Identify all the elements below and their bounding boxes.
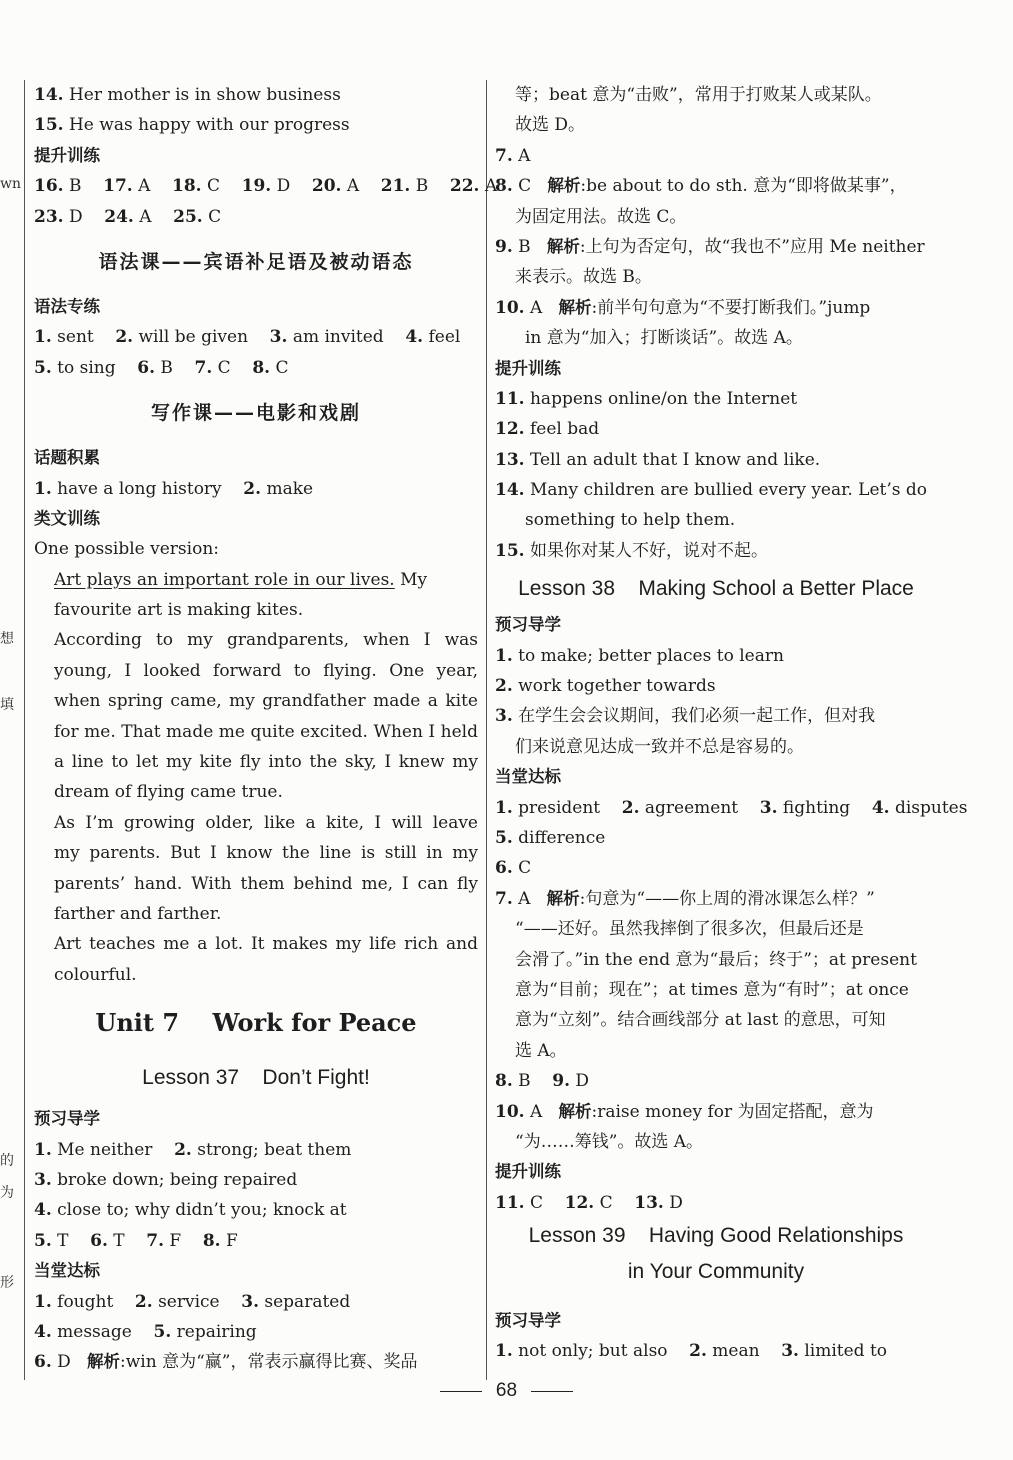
- section-heading: 语法专练: [34, 296, 100, 316]
- essay-line: parents’ hand. With them behind me, I can fly: [54, 873, 478, 894]
- section-heading: 类文训练: [34, 508, 100, 528]
- answer-line: 5. difference: [495, 827, 606, 848]
- explanation-line: 意为“立刻”。结合画线部分 at last 的意思，可知: [515, 1010, 886, 1031]
- answer-line: 7. A: [495, 145, 531, 166]
- answer-line: 14. Many children are bullied every year. Let’s do: [495, 480, 928, 501]
- answer-line: 1. sent 2. will be given 3. am invited 4. feel: [34, 327, 461, 348]
- answer-line: 1. to make; better places to learn: [495, 645, 784, 666]
- answer-line: 11. C 12. C 13. D: [495, 1192, 683, 1213]
- answer-line: 14. Her mother is in show business: [34, 85, 341, 105]
- section-heading: 提升训练: [34, 145, 100, 165]
- section-heading: 预习导学: [495, 615, 561, 635]
- margin-fragment: 的: [0, 1153, 14, 1169]
- left-column: [34, 80, 498, 1378]
- explanation-line: 会滑了。”in the end 意为“最后；终于”；at present: [515, 949, 917, 970]
- essay-line: favourite art is making kites.: [54, 600, 304, 621]
- answer-line: 3. 在学生会会议期间，我们必须一起工作，但对我: [495, 706, 876, 727]
- column-divider: [486, 80, 487, 1380]
- explanation-line: 等；beat 意为“击败”，常用于打败某人或某队。: [515, 85, 882, 105]
- essay-line: As I’m growing older, like a kite, I will leave: [54, 812, 478, 833]
- explanation-line: “为……筹钱”。故选 A。: [515, 1131, 704, 1152]
- answer-line: 5. to sing 6. B 7. C 8. C: [34, 357, 289, 378]
- answer-line: 1. fought 2. service 3. separated: [34, 1291, 351, 1312]
- section-heading: 提升训练: [495, 358, 561, 378]
- answer-line: 1. have a long history 2. make: [34, 478, 314, 499]
- margin-fragment: 形: [0, 1275, 14, 1291]
- essay-line: when spring came, my grandfather made a kite: [54, 691, 478, 712]
- answer-line: 10. A 解析:前半句句意为“不要打断我们。”jump: [495, 297, 871, 318]
- writing-lesson-title: 写作课——电影和戏剧: [150, 402, 361, 425]
- footer-rule: [440, 1391, 482, 1392]
- lesson-title: Lesson 38 Making School a Better Place: [518, 577, 914, 601]
- essay-line: young, I looked forward to flying. One year,: [54, 660, 478, 681]
- essay-line: a line to let my kite fly into the sky, I knew my: [54, 752, 478, 773]
- essay-line: colourful.: [54, 964, 137, 985]
- section-heading: 当堂达标: [495, 767, 561, 787]
- right-column: [495, 80, 968, 1367]
- left-rule: [24, 80, 25, 1380]
- essay-line: my parents. But I know the line is still in my: [54, 843, 478, 864]
- answer-line: 16. B 17. A 18. C 19. D 20. A 21. B 22. A: [34, 176, 498, 197]
- answer-line: 15. 如果你对某人不好，说对不起。: [495, 540, 768, 561]
- lesson-title: Lesson 39 Having Good Relationships: [528, 1224, 904, 1248]
- answer-line: 7. A 解析:句意为“——你上周的滑冰课怎么样？”: [495, 888, 875, 909]
- essay-intro: One possible version:: [34, 539, 219, 560]
- answer-line: 10. A 解析:raise money for 为固定搭配，意为: [495, 1101, 874, 1122]
- explanation-line: 们来说意见达成一致并不总是容易的。: [515, 736, 804, 757]
- explanation-line: “——还好。虽然我摔倒了很多次，但最后还是: [515, 919, 864, 940]
- unit-title: Unit 7 Work for Peace: [95, 1008, 417, 1038]
- lesson-title-continued: in Your Community: [627, 1260, 805, 1284]
- margin-fragment: 为: [0, 1185, 14, 1201]
- answer-line: 1. president 2. agreement 3. fighting 4. disputes: [495, 797, 968, 818]
- page-footer: [0, 1380, 1013, 1420]
- essay-line: dream of flying came true.: [54, 782, 283, 803]
- answer-line: 15. He was happy with our progress: [34, 115, 350, 136]
- answer-line: 2. work together towards: [495, 676, 716, 697]
- essay-line: for me. That made me quite excited. When I held: [54, 721, 478, 742]
- section-heading: 预习导学: [34, 1109, 100, 1129]
- grammar-lesson-title: 语法课——宾语补足语及被动语态: [98, 250, 414, 273]
- answer-line: 6. D 解析:win 意为“赢”，常表示赢得比赛、奖品: [34, 1352, 418, 1373]
- footer-rule: [531, 1391, 573, 1392]
- answer-line: 4. close to; why didn’t you; knock at: [34, 1200, 347, 1221]
- essay-line: Art plays an important role in our lives. My: [54, 569, 428, 590]
- section-heading: 话题积累: [34, 448, 100, 468]
- section-heading: 当堂达标: [34, 1261, 100, 1281]
- answer-line: 6. C: [495, 858, 532, 879]
- margin-fragment: wn: [0, 176, 21, 192]
- explanation-line: 为固定用法。故选 C。: [515, 206, 687, 227]
- explanation-line: 来表示。故选 B。: [515, 267, 652, 288]
- answer-line: 1. not only; but also 2. mean 3. limited to: [495, 1341, 888, 1362]
- answer-line: 23. D 24. A 25. C: [34, 206, 222, 227]
- answer-line: 11. happens online/on the Internet: [495, 388, 798, 409]
- explanation-line: 选 A。: [515, 1040, 567, 1061]
- answer-line: 13. Tell an adult that I know and like.: [495, 449, 821, 470]
- answer-line: 12. feel bad: [495, 419, 600, 440]
- essay-line: farther and farther.: [54, 903, 222, 924]
- explanation-line: 意为“目前；现在”；at times 意为“有时”；at once: [515, 979, 909, 1000]
- section-heading: 提升训练: [495, 1162, 561, 1182]
- explanation-line: in 意为“加入；打断谈话”。故选 A。: [525, 328, 803, 349]
- margin-fragment: 想: [0, 631, 14, 647]
- answer-line: 3. broke down; being repaired: [34, 1169, 298, 1190]
- page-number: 68: [495, 1380, 518, 1401]
- explanation-line: something to help them.: [525, 510, 736, 531]
- lesson-title: Lesson 37 Don’t Fight!: [142, 1066, 370, 1090]
- explanation-line: 故选 D。: [515, 115, 586, 136]
- answer-line: 4. message 5. repairing: [34, 1321, 257, 1342]
- answer-line: 5. T 6. T 7. F 8. F: [34, 1230, 238, 1251]
- answer-line: 8. C 解析:be about to do sth. 意为“即将做某事”，: [495, 176, 907, 197]
- answer-line: 1. Me neither 2. strong; beat them: [34, 1139, 352, 1160]
- section-heading: 预习导学: [495, 1311, 561, 1331]
- essay-line: According to my grandparents, when I was: [54, 630, 478, 651]
- margin-fragment: 填: [0, 697, 14, 713]
- answer-line: 8. B 9. D: [495, 1071, 590, 1092]
- essay-line: Art teaches me a lot. It makes my life rich and: [54, 934, 478, 955]
- answer-line: 9. B 解析:上句为否定句，故“我也不”应用 Me neither: [495, 236, 925, 257]
